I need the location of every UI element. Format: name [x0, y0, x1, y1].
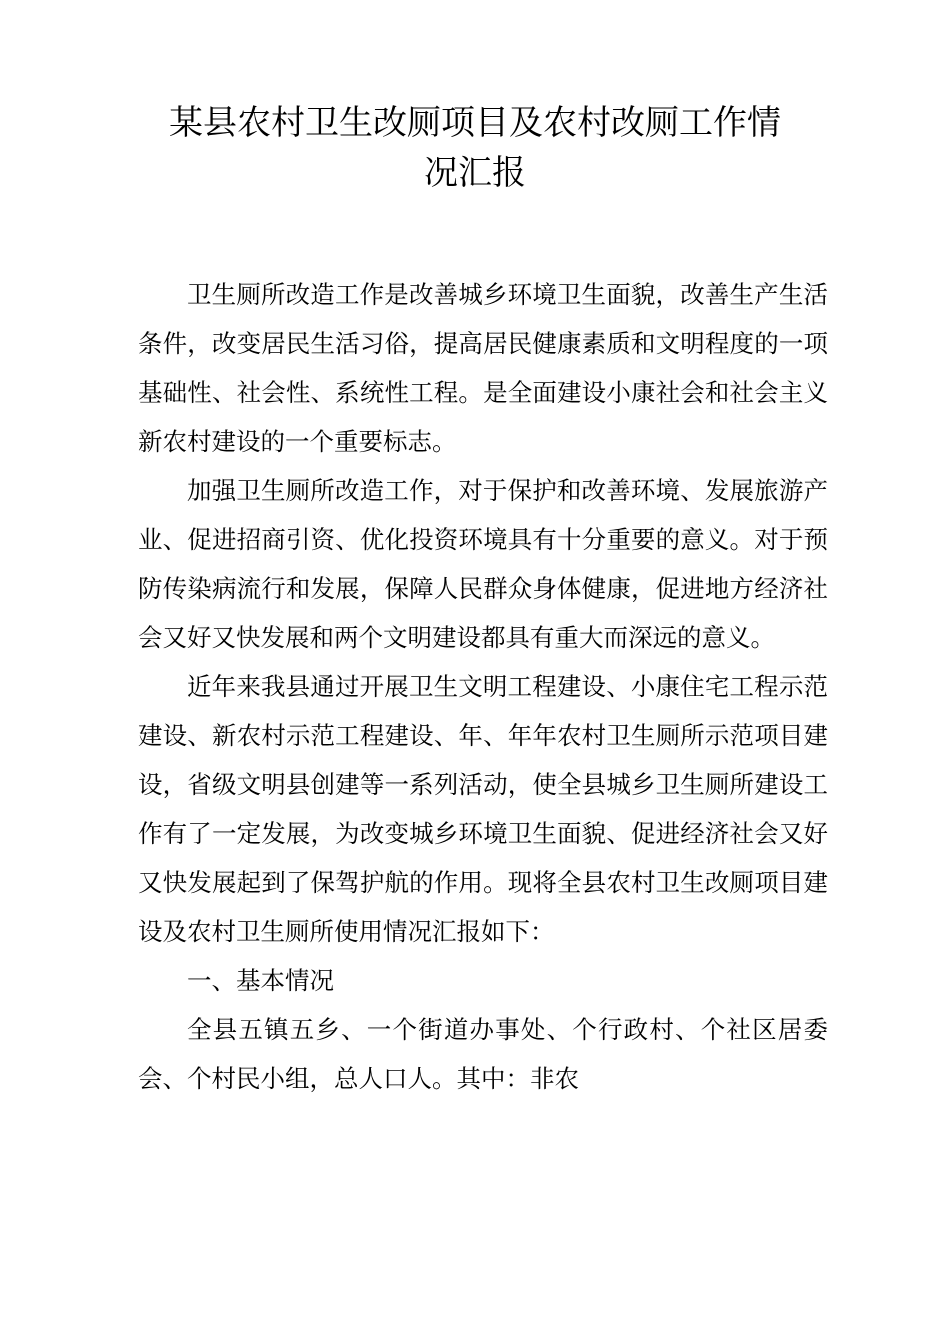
paragraph-intro: 卫生厕所改造工作是改善城乡环境卫生面貌，改善生产生活条件，改变居民生活习俗，提高居民健康素质和文明程度的一项基础性、社会性、系统性工程。是全面建设小康社会和社会主义新农村建设的一个重要标志。 — [138, 280, 828, 456]
paragraph-progress: 近年来我县通过开展卫生文明工程建设、小康住宅工程示范建设、新农村示范工程建设、年、年年农村卫生厕所示范项目建设，省级文明县创建等一系列活动，使全县城乡卫生厕所建设工作有了一定发展，为改变城乡环境卫生面貌、促进经济社会又好又快发展起到了保驾护航的作用。现将全县农村卫生改厕项目建设及农村卫生厕所使用情况汇报如下： — [138, 672, 828, 946]
paragraph-basic-situation: 全县五镇五乡、一个街道办事处、个行政村、个社区居委会、个村民小组，总人口人。其中：非农 — [138, 1015, 828, 1093]
title-line-2: 况汇报 — [424, 153, 526, 193]
section-heading-basic-situation: 一、基本情况 — [187, 966, 334, 995]
document-body — [138, 270, 828, 1103]
document-title — [0, 98, 950, 198]
paragraph-importance: 加强卫生厕所改造工作，对于保护和改善环境、发展旅游产业、促进招商引资、优化投资环境具有十分重要的意义。对于预防传染病流行和发展，保障人民群众身体健康，促进地方经济社会又好又快发展和两个文明建设都具有重大而深远的意义。 — [138, 476, 828, 652]
title-line-1: 某县农村卫生改厕项目及农村改厕工作情 — [169, 103, 781, 143]
